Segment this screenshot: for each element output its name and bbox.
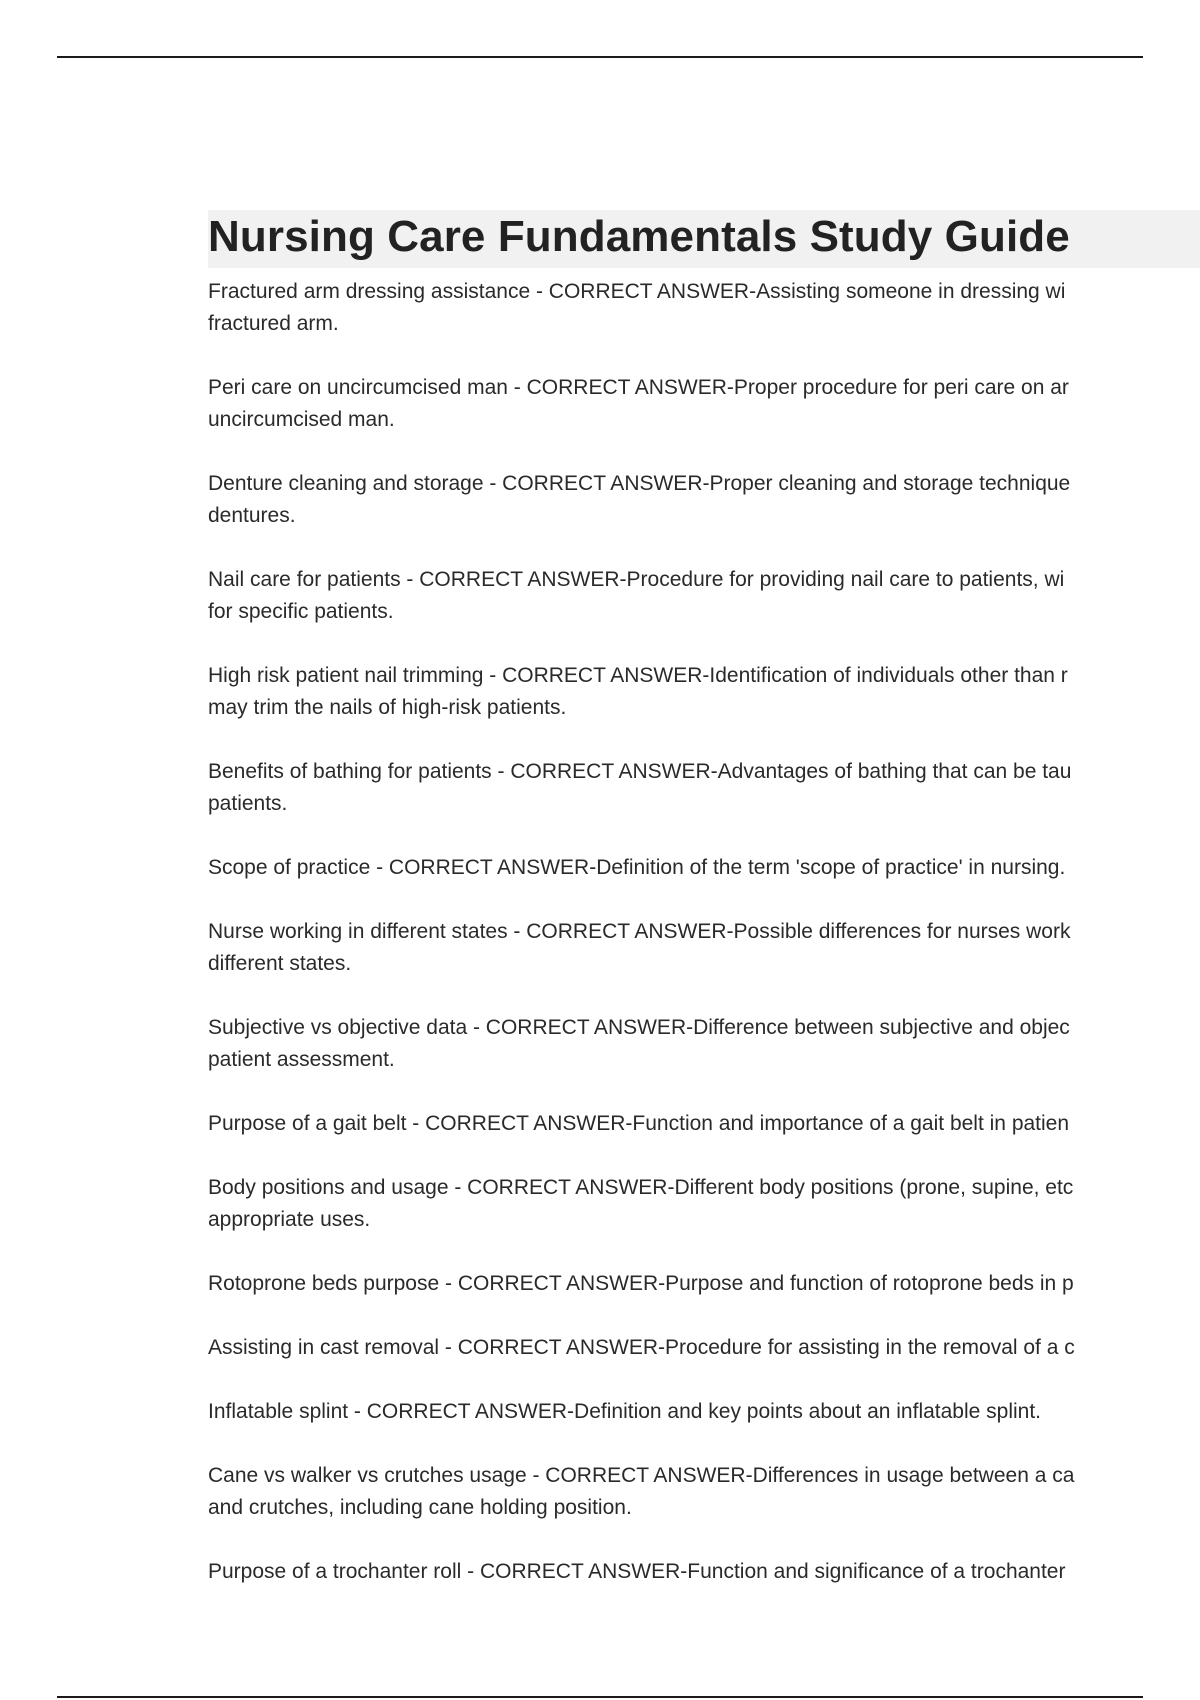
qa-item-line-2: patient assessment.	[208, 1048, 395, 1071]
qa-item	[208, 756, 1200, 820]
qa-item-line-1: Rotoprone beds purpose - CORRECT ANSWER-Purpose and function of rotoprone beds in p	[208, 1272, 1074, 1295]
top-rule	[57, 56, 1143, 58]
bottom-rule	[57, 1696, 1143, 1698]
qa-item	[208, 1268, 1200, 1300]
qa-item-line-2: may trim the nails of high-risk patients.	[208, 696, 567, 719]
qa-item	[208, 852, 1200, 884]
qa-item	[208, 1460, 1200, 1524]
qa-item-line-2: patients.	[208, 792, 288, 815]
qa-item	[208, 916, 1200, 980]
qa-item	[208, 372, 1200, 436]
qa-item-line-2: and crutches, including cane holding position.	[208, 1496, 632, 1519]
qa-item-line-2: fractured arm.	[208, 312, 339, 335]
title-band	[208, 210, 1200, 268]
qa-item-line-1: High risk patient nail trimming - CORRECT ANSWER-Identification of individuals other than r	[208, 664, 1068, 687]
qa-item-line-2: different states.	[208, 952, 352, 975]
qa-item-line-1: Fractured arm dressing assistance - CORRECT ANSWER-Assisting someone in dressing wi	[208, 280, 1066, 303]
qa-item	[208, 1556, 1200, 1588]
qa-item-line-1: Inflatable splint - CORRECT ANSWER-Definition and key points about an inflatable splint.	[208, 1400, 1042, 1423]
qa-item	[208, 564, 1200, 628]
qa-list	[208, 268, 1200, 1588]
qa-item	[208, 1332, 1200, 1364]
qa-item	[208, 1108, 1200, 1140]
qa-item-line-1: Body positions and usage - CORRECT ANSWER-Different body positions (prone, supine, etc	[208, 1176, 1074, 1199]
qa-item	[208, 660, 1200, 724]
qa-item-line-1: Nail care for patients - CORRECT ANSWER-Procedure for providing nail care to patients, wi	[208, 568, 1065, 591]
qa-item-line-1: Purpose of a trochanter roll - CORRECT ANSWER-Function and significance of a trochanter	[208, 1560, 1066, 1583]
qa-item-line-1: Cane vs walker vs crutches usage - CORRECT ANSWER-Differences in usage between a ca	[208, 1464, 1075, 1487]
qa-item	[208, 1012, 1200, 1076]
qa-item-line-1: Benefits of bathing for patients - CORRECT ANSWER-Advantages of bathing that can be tau	[208, 760, 1072, 783]
qa-item-line-1: Denture cleaning and storage - CORRECT ANSWER-Proper cleaning and storage technique	[208, 472, 1071, 495]
page-title: Nursing Care Fundamentals Study Guide	[208, 212, 1070, 261]
qa-item	[208, 276, 1200, 340]
qa-item-line-2: appropriate uses.	[208, 1208, 371, 1231]
qa-item-line-1: Peri care on uncircumcised man - CORRECT ANSWER-Proper procedure for peri care on ar	[208, 376, 1069, 399]
qa-item-line-1: Subjective vs objective data - CORRECT ANSWER-Difference between subjective and objec	[208, 1016, 1070, 1039]
qa-item-line-1: Scope of practice - CORRECT ANSWER-Definition of the term 'scope of practice' in nursing.	[208, 856, 1066, 879]
qa-item-line-1: Purpose of a gait belt - CORRECT ANSWER-Function and importance of a gait belt in patien	[208, 1112, 1070, 1135]
qa-item-line-1: Nurse working in different states - CORRECT ANSWER-Possible differences for nurses work	[208, 920, 1071, 943]
qa-item	[208, 1396, 1200, 1428]
qa-item-line-1: Assisting in cast removal - CORRECT ANSWER-Procedure for assisting in the removal of a c	[208, 1336, 1075, 1359]
qa-item-line-2: for specific patients.	[208, 600, 394, 623]
qa-item-line-2: dentures.	[208, 504, 296, 527]
qa-item	[208, 1172, 1200, 1236]
qa-item	[208, 468, 1200, 532]
page-content	[208, 210, 1200, 1600]
qa-item-line-2: uncircumcised man.	[208, 408, 395, 431]
